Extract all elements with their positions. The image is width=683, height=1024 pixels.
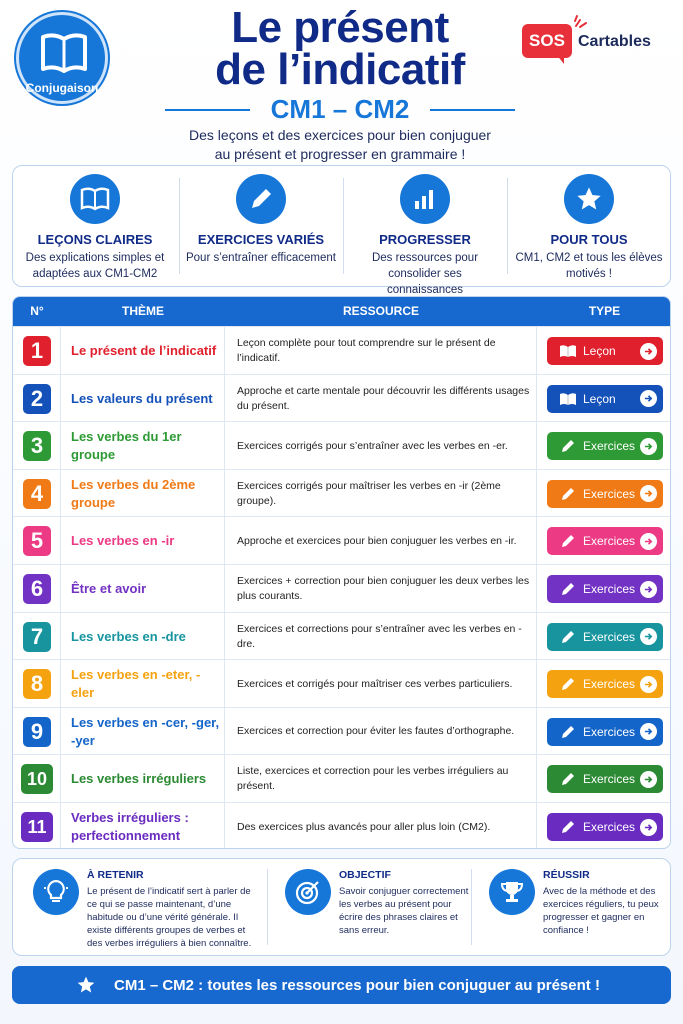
row-number: 11 [21,812,53,842]
pencil-icon [555,438,581,454]
type-button[interactable] [547,480,663,508]
feature-title: EXERCICES VARIÉS [197,232,325,247]
star-icon [76,975,96,995]
table-row [13,612,670,660]
type-label: Exercices [583,486,636,501]
info-text: Savoir conjuguer correctement les verbes au présent pour écrire des phrases claires et sans erreur. [339,886,469,936]
type-label: Exercices [583,820,636,834]
table-row [13,659,670,707]
info-reussir [479,859,669,955]
arrow-right-icon [640,438,657,455]
header-type: TYPE [588,304,621,318]
pencil-icon [555,629,581,645]
table-row [13,326,670,374]
arrow-right-icon [640,390,657,407]
feature-progresser [343,166,507,296]
row-resource: Exercices corrigés pour maîtriser les verbes en -ir (2ème groupe). [237,479,501,507]
row-number: 5 [23,526,51,556]
row-number: 9 [23,717,51,747]
info-a-retenir [23,859,258,955]
row-resource: Exercices + correction pour bien conjuguer les deux verbes les plus courants. [237,575,530,602]
type-label: Exercices [583,439,636,454]
level-row [165,96,515,122]
info-title: OBJECTIF [339,869,391,881]
row-resource: Exercices et corrigés pour maîtriser ces verbes particuliers. [237,677,513,690]
row-theme: Les verbes du 2ème groupe [71,476,196,510]
logo-cartables: Cartables [578,33,651,50]
row-resource: Exercices et correction pour éviter les fautes d’orthographe. [237,725,515,738]
row-number: 10 [21,764,53,794]
pencil-icon [555,486,581,502]
pencil-icon [555,771,581,787]
header-num: N° [30,304,44,318]
info-text: Avec de la méthode et des exercices réguliers, tu peux progresser et gagner en confiance ! [543,886,659,936]
conjugaison-badge [16,12,108,104]
info-divider [471,869,472,945]
table-row [13,802,670,849]
bar-chart-icon [400,174,450,224]
book-icon [555,392,581,406]
pencil-icon [555,533,581,549]
header-theme: THÈME [122,304,164,318]
page-title-line1: Le présent [231,3,449,52]
feature-title: LEÇONS CLAIRES [37,232,153,247]
feature-pour-tous [507,166,671,286]
book-icon [70,174,120,224]
pencil-icon [555,581,581,597]
type-button[interactable] [547,813,663,841]
arrow-right-icon [640,581,657,598]
row-theme: Le présent de l’indicatif [71,343,217,358]
type-label: Exercices [583,629,636,644]
type-label: Exercices [583,677,636,692]
subtitle [120,126,560,164]
arrow-right-icon [640,723,657,740]
feature-lecons [13,166,177,286]
table-row [13,469,670,517]
table-row [13,754,670,802]
logo-sos: SOS [522,24,572,58]
info-text: Le présent de l’indicatif sert à parler de ce qui se passe maintenant, d’une habitude ou d’une vérité générale. Il existe différents groupes de verbes et des verbes irréguliers à bien connaître. [87,886,252,949]
feature-title: POUR TOUS [550,232,628,247]
badge-label: Conjugaison [25,81,99,95]
table-row [13,707,670,755]
type-label: Leçon [583,391,616,406]
type-button[interactable] [547,575,663,603]
info-divider [267,869,268,945]
target-icon [285,869,331,915]
pencil-icon [555,676,581,692]
table-row [13,516,670,564]
resources-table [12,296,671,849]
row-number: 6 [23,574,51,604]
star-icon [564,174,614,224]
row-resource: Exercices et corrections pour s’entraîner avec les verbes en -dre. [237,622,522,650]
bottom-banner [12,966,671,1004]
feature-desc: Des ressources pour consolider ses connaissances [371,252,479,296]
table-header [13,297,670,326]
row-resource: Liste, exercices et correction pour les verbes irréguliers au présent. [237,765,509,793]
row-theme: Être et avoir [71,581,147,596]
banner-text: CM1 – CM2 : toutes les ressources pour bien conjuguer au présent ! [114,976,600,994]
row-theme: Les verbes en -ir [71,533,175,549]
table-row [13,421,670,469]
feature-title: PROGRESSER [379,232,471,247]
logo-speech-tail [556,54,564,64]
row-resource: Exercices corrigés pour s’entraîner avec les verbes en -er. [237,439,508,452]
arrow-right-icon [640,771,657,788]
type-button[interactable] [547,337,663,365]
row-theme: Les verbes du 1er groupe [71,429,182,463]
row-number: 3 [23,431,51,461]
row-theme: Les valeurs du présent [71,390,213,406]
level-label: CM1 – CM2 [270,94,410,124]
open-book-icon [39,31,89,75]
row-resource: Leçon complète pour tout comprendre sur le présent de l’indicatif. [237,337,496,364]
row-theme: Les verbes en -dre [71,628,186,644]
type-button[interactable] [547,718,663,746]
info-panel [12,858,671,956]
trophy-icon [489,869,535,915]
features-panel [12,165,671,296]
feature-desc: Des explications simples et adaptées aux CM1-CM2 [25,252,165,280]
arrow-right-icon [640,628,657,645]
arrow-right-icon [640,676,657,693]
lightbulb-icon [33,869,79,915]
pencil-icon [555,819,581,835]
type-label: Exercices [583,534,636,549]
row-resource: Approche et exercices pour bien conjuguer les verbes en -ir. [237,534,517,547]
arrow-right-icon [640,485,657,502]
feature-desc: Pour s’entraîner efficacement [185,252,336,264]
arrow-right-icon [640,819,657,836]
row-resource: Approche et carte mentale pour découvrir les différents usages du présent. [237,384,530,412]
row-theme: Les verbes en -cer, -ger, -yer [71,714,220,748]
type-button[interactable] [547,670,663,698]
page-title-line2: de l’indicatif [215,45,465,94]
book-icon [555,344,581,358]
arrow-right-icon [640,343,657,360]
pencil-icon [236,174,286,224]
row-theme: Les verbes en -eter, -eler [71,667,201,701]
info-title: À RETENIR [87,869,144,881]
feature-desc: CM1, CM2 et tous les élèves motivés ! [515,252,663,280]
type-label: Exercices [583,582,636,596]
type-button[interactable] [547,527,663,555]
info-objectif [275,859,475,955]
type-label: Exercices [583,772,636,787]
type-button[interactable] [547,623,663,651]
type-button[interactable] [547,432,663,460]
feature-exercices [179,166,343,286]
row-theme: Les verbes irréguliers [71,771,207,787]
header-resource: RESSOURCE [342,304,419,318]
type-button[interactable] [547,765,663,793]
row-number: 1 [23,336,51,366]
row-number: 7 [23,622,51,652]
row-resource: Des exercices plus avancés pour aller plus loin (CM2). [237,820,491,833]
type-button[interactable] [547,385,663,413]
row-number: 4 [23,479,51,509]
type-label: Leçon [583,344,616,358]
row-number: 8 [23,669,51,699]
row-theme: Verbes irréguliers : perfectionnement [71,810,189,843]
pencil-icon [555,724,581,740]
divider-right [430,109,515,111]
subtitle-line2: au présent et progresser en grammaire ! [214,146,466,162]
subtitle-line1: Des leçons et des exercices pour bien conjuguer [189,127,491,143]
logo-rays-icon [574,14,588,28]
info-title: RÉUSSIR [543,869,590,881]
arrow-right-icon [640,533,657,550]
table-row [13,374,670,422]
table-row [13,564,670,612]
row-number: 2 [23,384,51,414]
type-label: Exercices [583,724,636,739]
